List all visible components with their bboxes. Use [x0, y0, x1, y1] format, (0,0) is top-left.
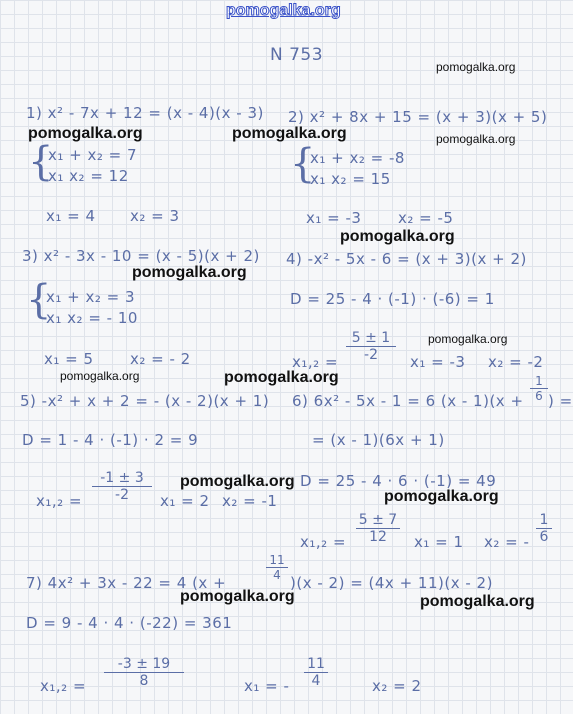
system-brace-icon: { [28, 139, 54, 185]
problem-6-equation [292, 392, 524, 410]
problem-6-numerator: 5 ± 7 [356, 512, 400, 529]
watermark-text: pomogalka.org [180, 473, 295, 490]
problem-3-system-product: x₁ x₂ = - 10 [46, 309, 138, 327]
problem-2-root-2: x₂ = -5 [398, 209, 454, 227]
problem-6-root-1: x₁ = 1 [414, 533, 464, 551]
problem-7-root-2: x₂ = 2 [372, 677, 422, 695]
problem-7-fraction [104, 656, 184, 689]
problem-7-denominator: 8 [139, 673, 149, 689]
problem-6-root-2: x₂ = - [484, 533, 530, 551]
problem-2-root-1: x₁ = -3 [306, 209, 362, 227]
problem-4-equation: 4) -x² - 5x - 6 = (x + 3)(x + 2) [286, 250, 527, 268]
problem-4-x-label: x₁,₂ = [292, 353, 339, 371]
problem-2-equation: 2) x² + 8x + 15 = (x + 3)(x + 5) [288, 108, 548, 126]
problem-7-numerator: -3 ± 19 [104, 656, 184, 673]
problem-6-fraction [356, 512, 400, 545]
problem-5-root-2: x₂ = -1 [222, 492, 278, 510]
problem-3-equation: 3) x² - 3x - 10 = (x - 5)(x + 2) [22, 247, 260, 265]
problem-2-system-sum: x₁ + x₂ = -8 [310, 149, 405, 167]
system-brace-icon: { [290, 141, 316, 187]
problem-1-root-1: x₁ = 4 [46, 207, 96, 225]
problem-4-root-1: x₁ = -3 [410, 353, 466, 371]
watermark-text: pomogalka.org [224, 369, 339, 386]
problem-2-system-product: x₁ x₂ = 15 [310, 170, 391, 188]
problem-5-denominator: -2 [115, 487, 129, 503]
watermark-text: pomogalka.org [340, 228, 455, 245]
watermark-text: pomogalka.org [384, 488, 499, 505]
watermark-text: pomogalka.org [132, 264, 247, 281]
problem-7-eq-denominator: 4 [273, 568, 281, 582]
task-number: N 753 [270, 45, 324, 65]
problem-7-equation-start: 7) 4x² + 3x - 22 = 4 (x + [26, 574, 227, 592]
problem-1-root-2: x₂ = 3 [130, 207, 180, 225]
watermark-text: pomogalka.org [232, 125, 347, 142]
problem-6-x-label: x₁,₂ = [300, 533, 347, 551]
watermark-text: pomogalka.org [28, 125, 143, 142]
system-brace-icon: { [26, 277, 52, 323]
site-link-top[interactable]: pomogalka.org [226, 2, 341, 19]
problem-3-root-1: x₁ = 5 [44, 350, 94, 368]
problem-6-root-2-denominator: 6 [539, 529, 549, 545]
problem-6-root-2-fraction [536, 512, 552, 545]
problem-7-root-1-denominator: 4 [311, 673, 321, 689]
problem-7-root-1-fraction [304, 656, 328, 689]
watermark-text: pomogalka.org [180, 588, 295, 605]
problem-1-equation: 1) x² - 7x + 12 = (x - 4)(x - 3) [26, 104, 264, 122]
problem-6-eq-numerator: 1 [530, 374, 548, 389]
problem-7-discriminant: D = 9 - 4 · 4 · (-22) = 361 [26, 614, 233, 632]
watermark-text: pomogalka.org [428, 332, 508, 346]
problem-5-fraction [92, 470, 152, 503]
problem-1-system-sum: x₁ + x₂ = 7 [48, 146, 138, 164]
problem-4-denominator: -2 [364, 347, 378, 363]
problem-6-denominator: 12 [369, 529, 387, 545]
problem-1-system-product: x₁ x₂ = 12 [48, 167, 129, 185]
problem-5-numerator: -1 ± 3 [92, 470, 152, 487]
problem-6-eq-denominator: 6 [535, 389, 543, 403]
problem-6-discriminant: D = 25 - 4 · 6 · (-1) = 49 [300, 472, 497, 490]
problem-6-root-2-numerator: 1 [536, 512, 552, 529]
problem-7-equation-fraction [266, 553, 288, 582]
problem-4-discriminant: D = 25 - 4 · (-1) · (-6) = 1 [290, 290, 495, 308]
problem-6-equation-end: ) = [548, 392, 573, 410]
problem-4-numerator: 5 ± 1 [346, 330, 396, 347]
problem-6-equation-fraction [530, 374, 548, 403]
problem-7-equation-end: )(x - 2) = (4x + 11)(x - 2) [290, 574, 493, 592]
problem-5-x-label: x₁,₂ = [36, 492, 83, 510]
problem-4-root-2: x₂ = -2 [488, 353, 544, 371]
problem-5-root-1: x₁ = 2 [160, 492, 210, 510]
problem-5-discriminant: D = 1 - 4 · (-1) · 2 = 9 [22, 431, 199, 449]
problem-6-equation-start: 6) 6x² - 5x - 1 = 6 (x - 1)(x + [292, 392, 524, 410]
watermark-text: pomogalka.org [420, 593, 535, 610]
problem-6-factored: = (x - 1)(6x + 1) [312, 431, 445, 449]
problem-3-system-sum: x₁ + x₂ = 3 [46, 288, 136, 306]
problem-7-eq-numerator: 11 [266, 553, 288, 568]
problem-7-root-1: x₁ = - [244, 677, 290, 695]
problem-4-fraction [346, 330, 396, 363]
watermark-text: pomogalka.org [436, 132, 516, 146]
problem-7-x-label: x₁,₂ = [40, 677, 87, 695]
watermark-text: pomogalka.org [436, 60, 516, 74]
watermark-text: pomogalka.org [60, 369, 140, 383]
problem-7-root-1-numerator: 11 [304, 656, 328, 673]
problem-5-equation: 5) -x² + x + 2 = - (x - 2)(x + 1) [20, 392, 270, 410]
problem-3-root-2: x₂ = - 2 [130, 350, 191, 368]
